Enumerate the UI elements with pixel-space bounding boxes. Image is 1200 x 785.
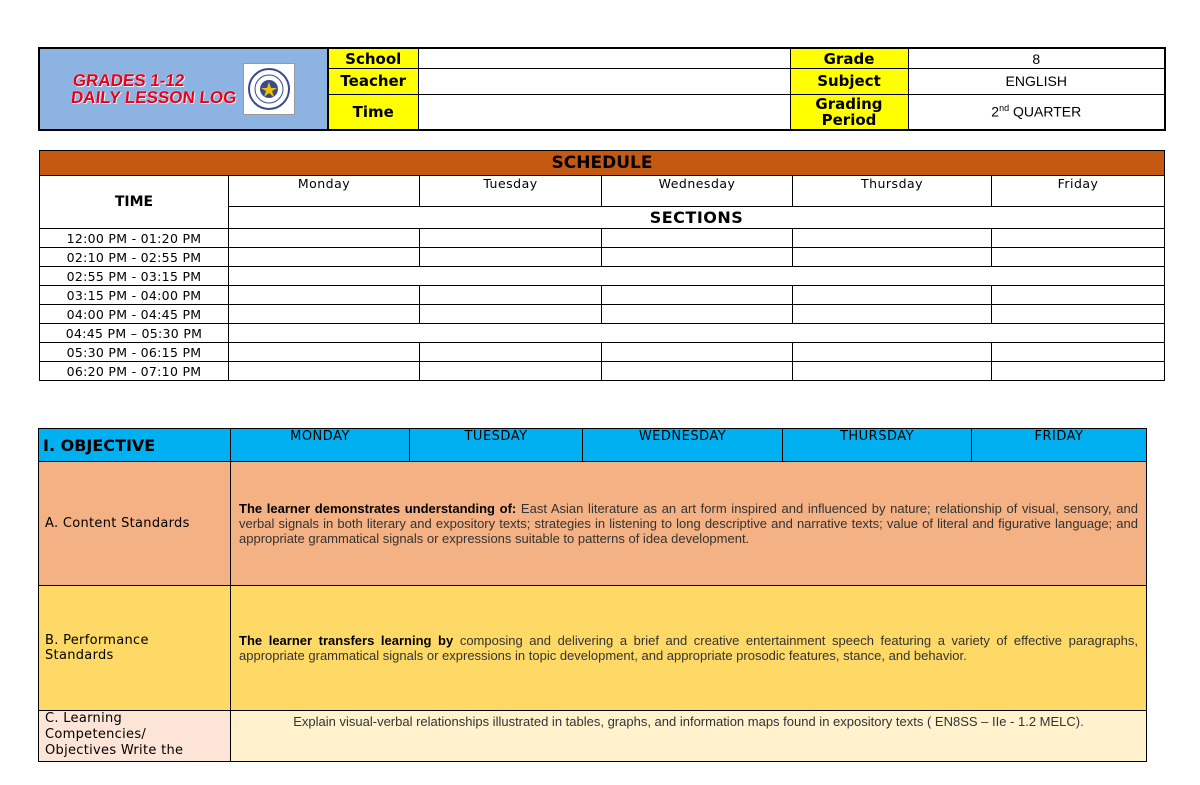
school-label: School [328, 48, 418, 69]
section-cell[interactable] [420, 362, 602, 381]
objectives-table [38, 428, 1147, 762]
section-cell[interactable] [420, 286, 602, 305]
obj-day-thursday: THURSDAY [783, 429, 972, 462]
section-cell[interactable] [793, 286, 992, 305]
time-header: TIME [40, 176, 229, 229]
section-cell[interactable] [793, 362, 992, 381]
content-standards-label: A. Content Standards [39, 462, 231, 586]
section-cell[interactable] [420, 248, 602, 267]
section-cell[interactable] [602, 343, 793, 362]
time-label: Time [328, 94, 418, 130]
grading-label-line2: Period [821, 110, 877, 129]
objective-header: I. OBJECTIVE [39, 429, 231, 462]
obj-day-tuesday: TUESDAY [410, 429, 583, 462]
day-header-tuesday: Tuesday [420, 176, 602, 207]
section-cell[interactable] [229, 305, 420, 324]
section-cell[interactable] [420, 343, 602, 362]
section-cell[interactable] [992, 362, 1165, 381]
content-standards-body: East Asian literature as an art form inspired and influenced by nature; relationship of visual, sensory, and verbal signals in both literary and expository texts; strategies in listening to long descriptive and narrative texts; value of literal and figurative language; and appropriate grammatical signals or expressions suitable to patterns of idea development. [239, 501, 1138, 546]
deped-seal-icon [243, 63, 295, 115]
time-slot: 05:30 PM - 06:15 PM [40, 343, 229, 362]
section-cell[interactable] [602, 305, 793, 324]
section-cell[interactable] [420, 229, 602, 248]
performance-label-line2: Standards [45, 648, 114, 663]
section-cell[interactable] [793, 248, 992, 267]
section-cell[interactable] [992, 305, 1165, 324]
section-cell[interactable] [992, 286, 1165, 305]
grade-label: Grade [790, 48, 908, 69]
section-cell[interactable] [992, 343, 1165, 362]
grading-period-label [790, 94, 908, 130]
learning-label-line1: C. Learning [45, 711, 123, 726]
day-header-thursday: Thursday [793, 176, 992, 207]
learning-label-line3: Objectives Write the [45, 743, 184, 758]
section-cell[interactable] [602, 362, 793, 381]
section-cell[interactable] [229, 343, 420, 362]
time-slot: 02:55 PM - 03:15 PM [40, 267, 229, 286]
learning-competencies-text[interactable]: Explain visual-verbal relationships illustrated in tables, graphs, and information maps found in expository texts ( EN8SS – IIe - 1.2 MELC). [231, 711, 1147, 762]
section-cell[interactable] [793, 305, 992, 324]
quarter-suffix: nd [999, 103, 1010, 114]
time-slot: 02:10 PM - 02:55 PM [40, 248, 229, 267]
section-cell[interactable] [229, 286, 420, 305]
section-cell[interactable] [229, 229, 420, 248]
content-standards-lead: The learner demonstrates understanding of: [239, 501, 517, 516]
time-slot: 04:45 PM – 05:30 PM [40, 324, 229, 343]
section-cell[interactable] [229, 248, 420, 267]
teacher-field[interactable] [418, 69, 790, 95]
learning-label-line2: Competencies/ [45, 727, 147, 742]
subject-label: Subject [790, 69, 908, 95]
day-header-friday: Friday [992, 176, 1165, 207]
section-cell[interactable] [992, 248, 1165, 267]
sections-header: SECTIONS [229, 207, 1165, 229]
time-slot: 12:00 PM - 01:20 PM [40, 229, 229, 248]
section-cell[interactable] [420, 305, 602, 324]
teacher-label: Teacher [328, 69, 418, 95]
obj-day-wednesday: WEDNESDAY [583, 429, 783, 462]
section-cell[interactable] [602, 286, 793, 305]
grading-period-field[interactable] [908, 94, 1165, 130]
logo-text [70, 72, 239, 106]
break-cell[interactable] [229, 267, 1165, 286]
day-header-wednesday: Wednesday [602, 176, 793, 207]
subject-field[interactable]: ENGLISH [908, 69, 1165, 95]
time-field[interactable] [418, 94, 790, 130]
obj-day-friday: FRIDAY [972, 429, 1147, 462]
learning-competencies-label [39, 711, 231, 762]
schedule-title: SCHEDULE [40, 151, 1165, 176]
header-table [38, 47, 1166, 131]
quarter-text: QUARTER [1009, 104, 1082, 121]
section-cell[interactable] [602, 248, 793, 267]
time-slot: 03:15 PM - 04:00 PM [40, 286, 229, 305]
performance-standards-text[interactable] [231, 586, 1147, 711]
performance-standards-label [39, 586, 231, 711]
section-cell[interactable] [992, 229, 1165, 248]
section-cell[interactable] [793, 343, 992, 362]
obj-day-monday: MONDAY [231, 429, 410, 462]
content-standards-text[interactable] [231, 462, 1147, 586]
schedule-table [39, 150, 1165, 381]
section-cell[interactable] [229, 362, 420, 381]
quarter-number: 2 [991, 104, 1000, 121]
grading-label-line1: Grading [815, 94, 883, 113]
performance-label-line1: B. Performance [45, 633, 149, 648]
logo-line2: DAILY LESSON LOG [69, 88, 238, 107]
day-header-monday: Monday [229, 176, 420, 207]
logo-block [39, 48, 328, 130]
time-slot: 04:00 PM - 04:45 PM [40, 305, 229, 324]
logo-line1: GRADES 1-12 [71, 71, 186, 90]
school-field[interactable] [418, 48, 790, 69]
time-slot: 06:20 PM - 07:10 PM [40, 362, 229, 381]
performance-standards-lead: The learner transfers learning by [239, 633, 454, 648]
grade-field[interactable]: 8 [908, 48, 1165, 69]
section-cell[interactable] [793, 229, 992, 248]
break-cell[interactable] [229, 324, 1165, 343]
section-cell[interactable] [602, 229, 793, 248]
performance-standards-body: composing and delivering a brief and creative entertainment speech featuring a variety of effective paragraphs, appropriate grammatical signals or expressions in topic development, and appropriate prosodic features, stance, and behavior. [239, 633, 1139, 663]
